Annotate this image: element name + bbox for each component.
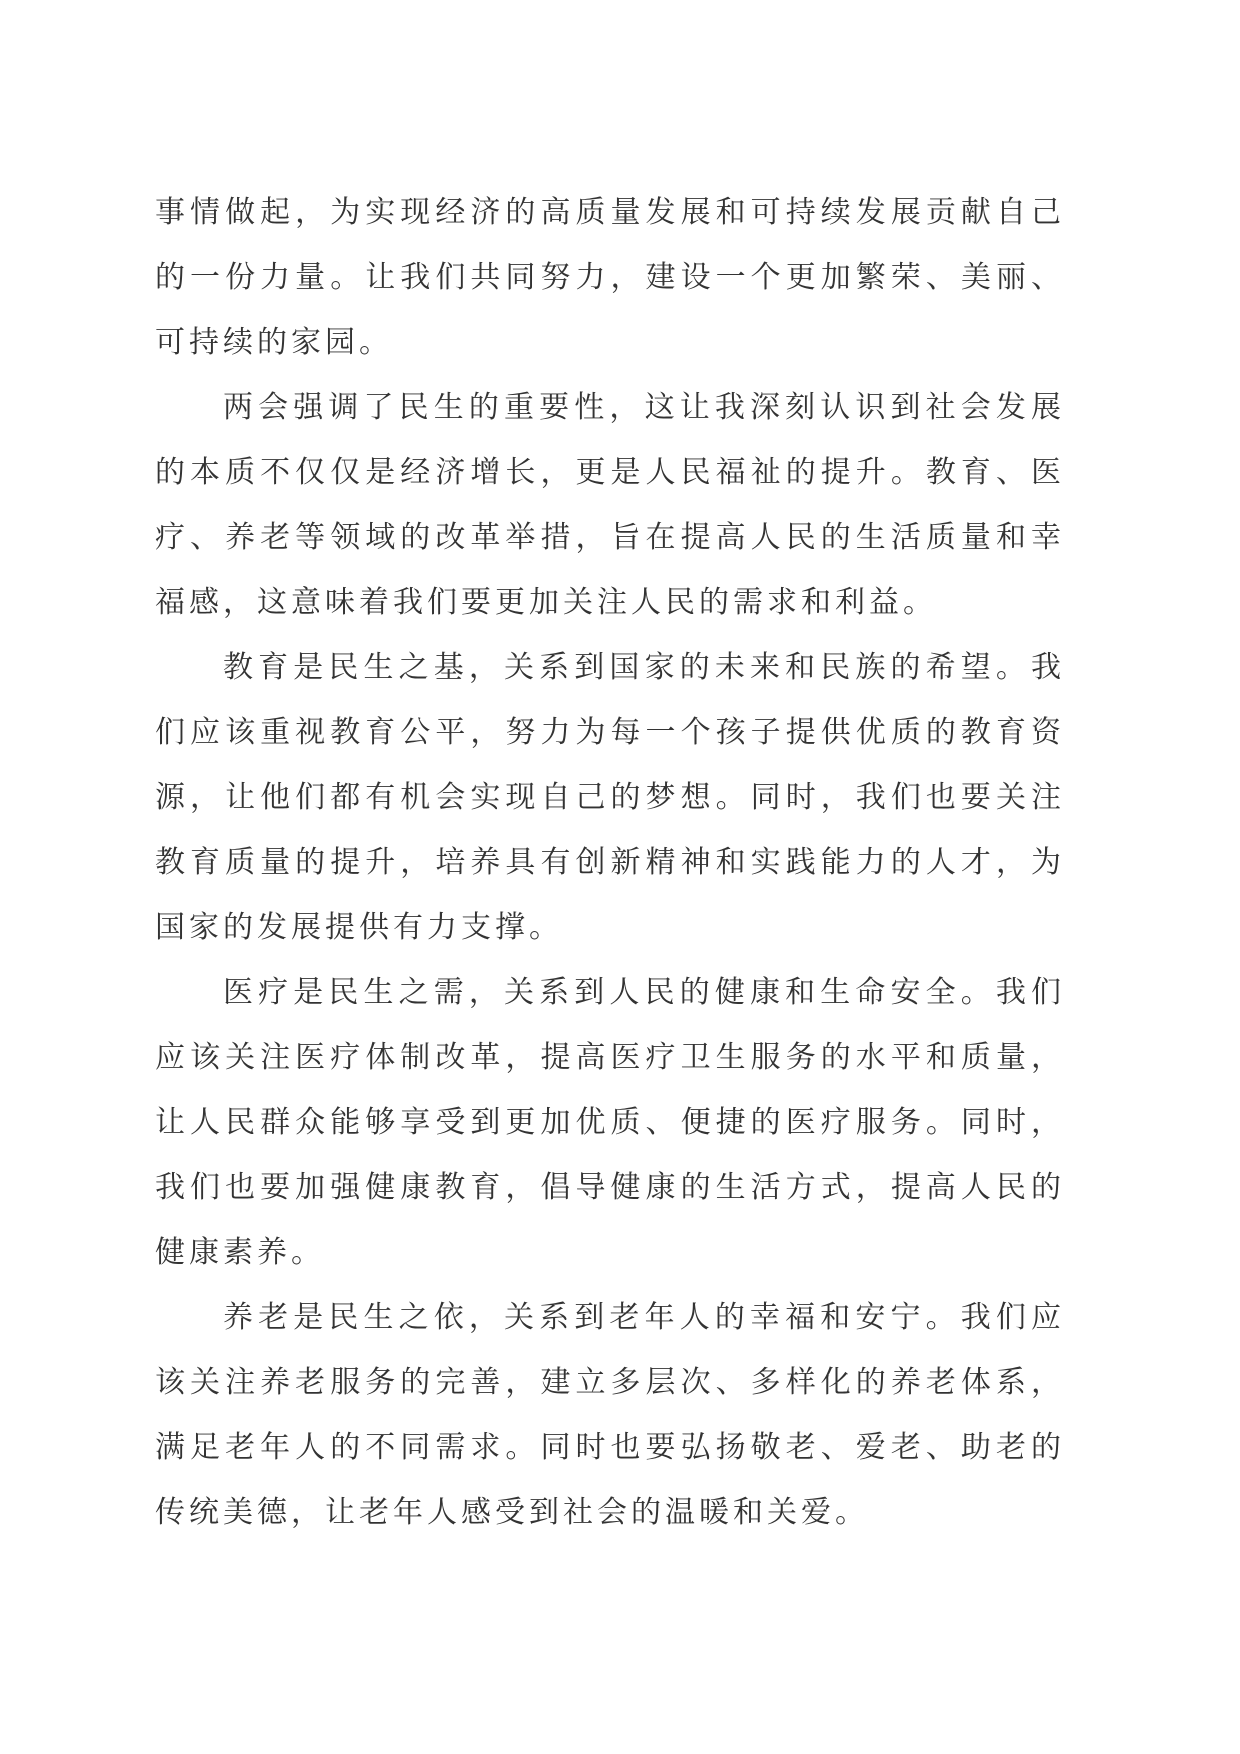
paragraph-livelihood: 两会强调了民生的重要性，这让我深刻认识到社会发展的本质不仅仅是经济增长，更是人民福祉的提升。教育、医疗、养老等领域的改革举措，旨在提高人民的生活质量和幸福感，这意味着我们要更加关注人民的需求和利益。 <box>155 390 1065 620</box>
paragraph-education: 教育是民生之基，关系到国家的未来和民族的希望。我们应该重视教育公平，努力为每一个孩子提供优质的教育资源，让他们都有机会实现自己的梦想。同时，我们也要关注教育质量的提升，培养具有创新精神和实践能力的人才，为国家的发展提供有力支撑。 <box>155 650 1065 945</box>
paragraph-healthcare: 医疗是民生之需，关系到人民的健康和生命安全。我们应该关注医疗体制改革，提高医疗卫生服务的水平和质量，让人民群众能够享受到更加优质、便捷的医疗服务。同时，我们也要加强健康教育，倡导健康的生活方式，提高人民的健康素养。 <box>155 975 1065 1270</box>
document-body <box>155 180 1065 1545</box>
paragraph-continuation: 事情做起，为实现经济的高质量发展和可持续发展贡献自己的一份力量。让我们共同努力，建设一个更加繁荣、美丽、可持续的家园。 <box>155 195 1065 360</box>
paragraph-elderly-care: 养老是民生之依，关系到老年人的幸福和安宁。我们应该关注养老服务的完善，建立多层次、多样化的养老体系，满足老年人的不同需求。同时也要弘扬敬老、爱老、助老的传统美德，让老年人感受到社会的温暖和关爱。 <box>155 1300 1065 1530</box>
